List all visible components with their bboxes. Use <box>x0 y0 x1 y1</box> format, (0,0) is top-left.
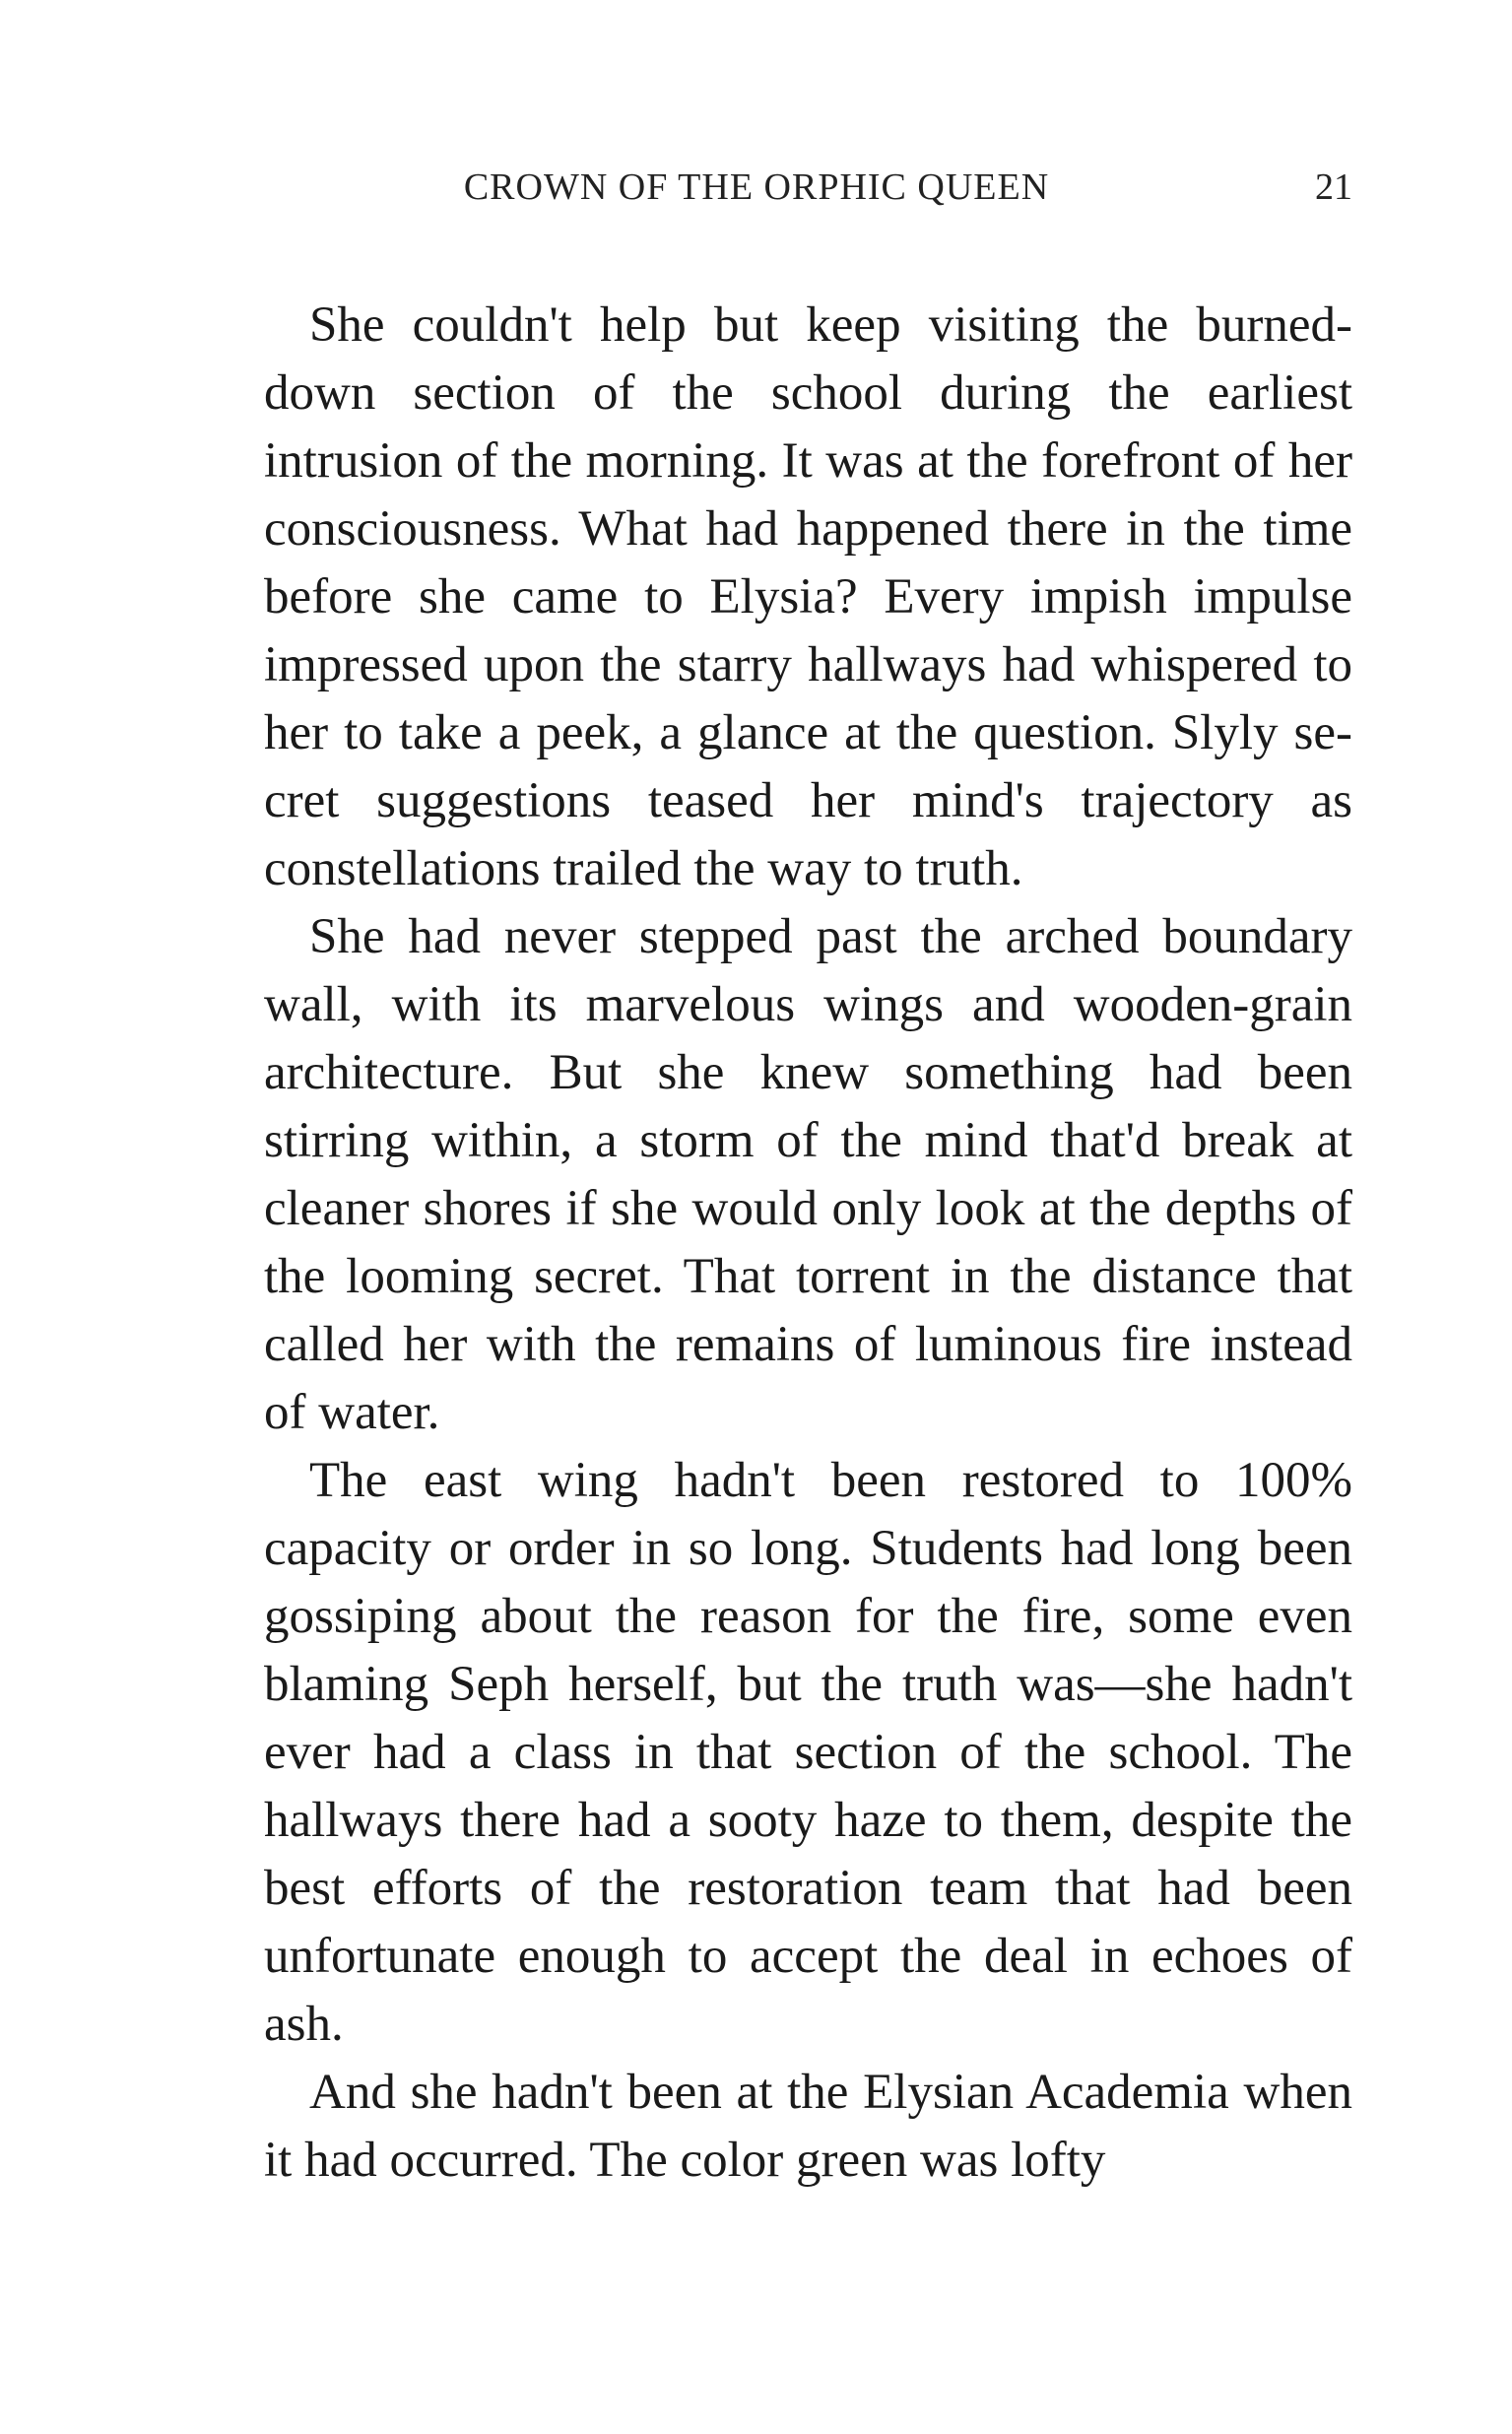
paragraph: She couldn't help but keep visiting the burned-down section of the school during the earliest intrusion of the morning. It was at the forefront of her consciousness. What had happened there in the time before she came to Elysia? Every impish impulse impressed upon the starry hallways had whispered to her to take a peek, a glance at the question. Slyly secret suggestions teased her mind's trajectory as constellations trailed the way to truth. <box>264 297 1352 896</box>
paragraph: And she hadn't been at the Elysian Academia when it had occurred. The color green was lofty <box>264 2065 1352 2188</box>
body-text <box>264 292 1352 2195</box>
book-title: CROWN OF THE ORPHIC QUEEN <box>463 166 1050 208</box>
paragraph: She had never stepped past the arched boundary wall, with its marvelous wings and wooden-grain architecture. But she knew something had been stirring within, a storm of the mind that'd break at cleaner shores if she would only look at the depths of the looming secret. That torrent in the distance that called her with the remains of luminous fire instead of water. <box>264 909 1352 1440</box>
running-header <box>264 165 1352 225</box>
paragraph: The east wing hadn't been restored to 100% capacity or order in so long. Students had long been gossiping about the reason for the fire, some even blaming Seph herself, but the truth was—she hadn't ever had a class in that section of the school. The hallways there had a sooty haze to them, despite the best efforts of the restoration team that had been unfortunate enough to accept the deal in echoes of ash. <box>264 1453 1352 2052</box>
page-number: 21 <box>1315 166 1352 208</box>
